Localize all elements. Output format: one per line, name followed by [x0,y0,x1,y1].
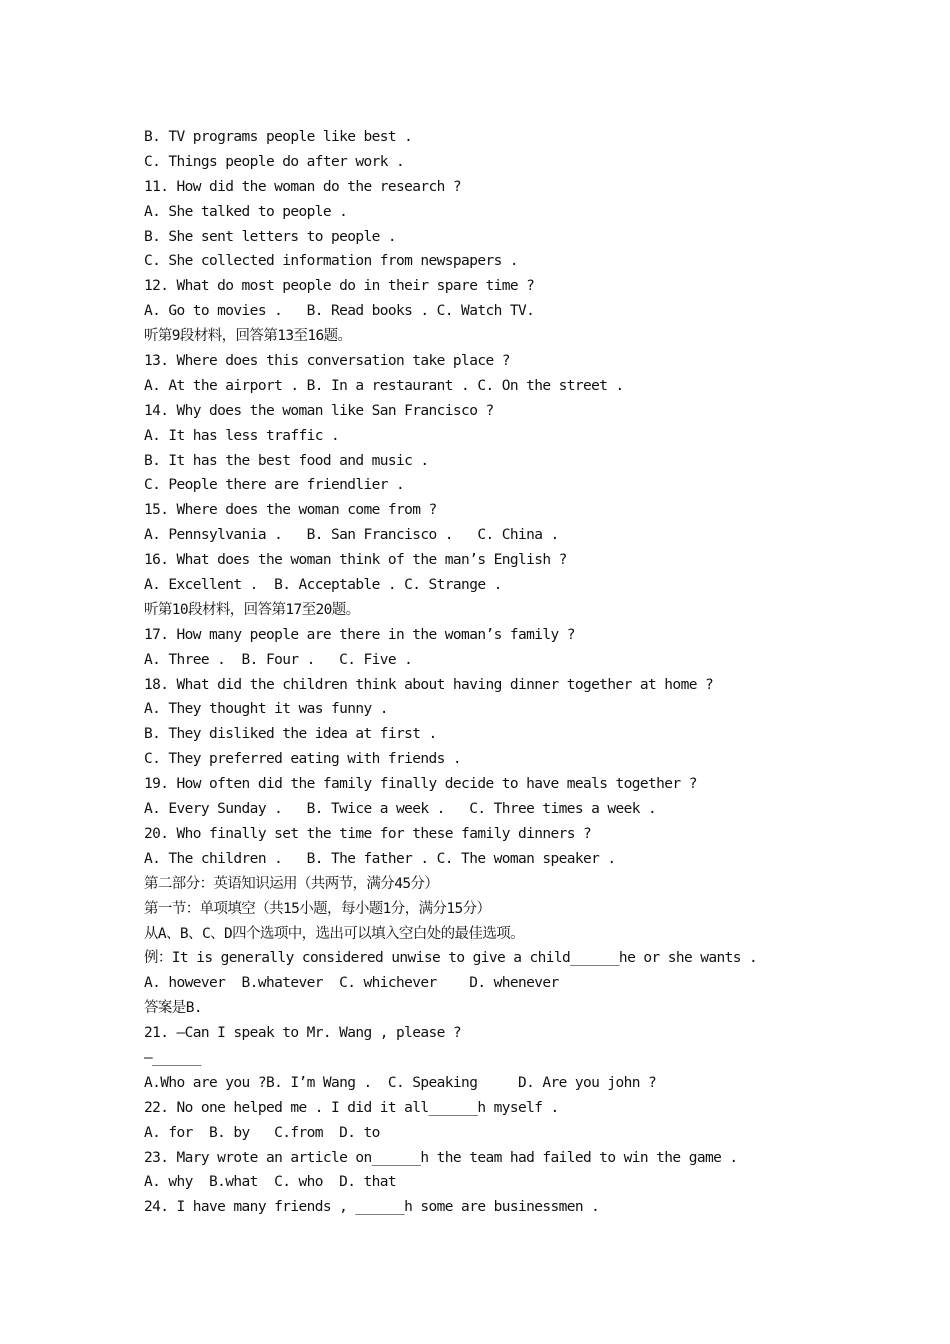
question-line: 15. Where does the woman come from ? [144,502,437,519]
question-line: 17. How many people are there in the woman’s family ? [144,626,575,643]
option-line: A. At the airport . B. In a restaurant . C. On the street . [144,377,624,394]
question-line: 24. I have many friends , ______h some are businessmen . [144,1199,600,1216]
question-line: 19. How often did the family finally decide to have meals together ? [144,776,697,793]
section-heading: 第一节：单项填空（共15小题，每小题1分，满分15分） [144,900,491,917]
question-line: 11. How did the woman do the research ? [144,178,462,195]
option-line: A. why B.what C. who D. that [144,1174,397,1191]
option-line: A. Excellent . B. Acceptable . C. Strange . [144,577,502,594]
option-line: B. They disliked the idea at first . [144,726,437,743]
option-line: B. She sent letters to people . [144,228,397,245]
option-line: A. Every Sunday . B. Twice a week . C. Three times a week . [144,801,657,818]
text-line: C. Things people do after work . [144,153,405,170]
option-line: A. It has less traffic . [144,427,340,444]
question-line: 22. No one helped me . I did it all______h myself . [144,1099,559,1116]
option-line: A. Go to movies . B. Read books . C. Watch TV. [144,303,535,320]
question-line: 14. Why does the woman like San Francisco ? [144,402,494,419]
option-line: A. The children . B. The father . C. The woman speaker . [144,850,616,867]
option-line: A. They thought it was funny . [144,701,388,718]
option-line: B. It has the best food and music . [144,452,429,469]
document-body [144,125,864,1220]
part-heading: 第二部分：英语知识运用（共两节，满分45分） [144,875,439,892]
text-line: B. TV programs people like best . [144,129,413,145]
option-line: C. People there are friendlier . [144,477,405,494]
question-line: 16. What does the woman think of the man’s English ? [144,552,567,569]
option-line: A. Three . B. Four . C. Five . [144,651,413,668]
question-line: 21. —Can I speak to Mr. Wang , please ? [144,1025,462,1042]
option-line: A. Pennsylvania . B. San Francisco . C. China . [144,527,559,544]
section-instruction: 听第9段材料，回答第13至16题。 [144,328,352,345]
option-line: C. She collected information from newspapers . [144,253,518,270]
question-line: 13. Where does this conversation take place ? [144,353,510,370]
example-answer: 答案是B. [144,1000,202,1017]
answer-blank: —______ [144,1049,201,1066]
question-line: 12. What do most people do in their spare time ? [144,278,535,295]
question-line: 18. What did the children think about having dinner together at home ? [144,676,714,693]
option-line: C. They preferred eating with friends . [144,751,462,768]
section-instruction: 听第10段材料，回答第17至20题。 [144,601,360,618]
option-line: A. for B. by C.from D. to [144,1124,380,1141]
question-line: 23. Mary wrote an article on______h the team had failed to win the game . [144,1149,738,1166]
section-instruction: 从A、B、C、D四个选项中，选出可以填入空白处的最佳选项。 [144,925,525,942]
example-options: A. however B.whatever C. whichever D. whenever [144,975,559,992]
option-line: A. She talked to people . [144,203,348,220]
example-question: 例：It is generally considered unwise to give a child______he or she wants . [144,950,758,967]
question-line: 20. Who finally set the time for these family dinners ? [144,825,592,842]
option-line: A.Who are you ?B. I’m Wang . C. Speaking D. Are you john ? [144,1074,657,1091]
